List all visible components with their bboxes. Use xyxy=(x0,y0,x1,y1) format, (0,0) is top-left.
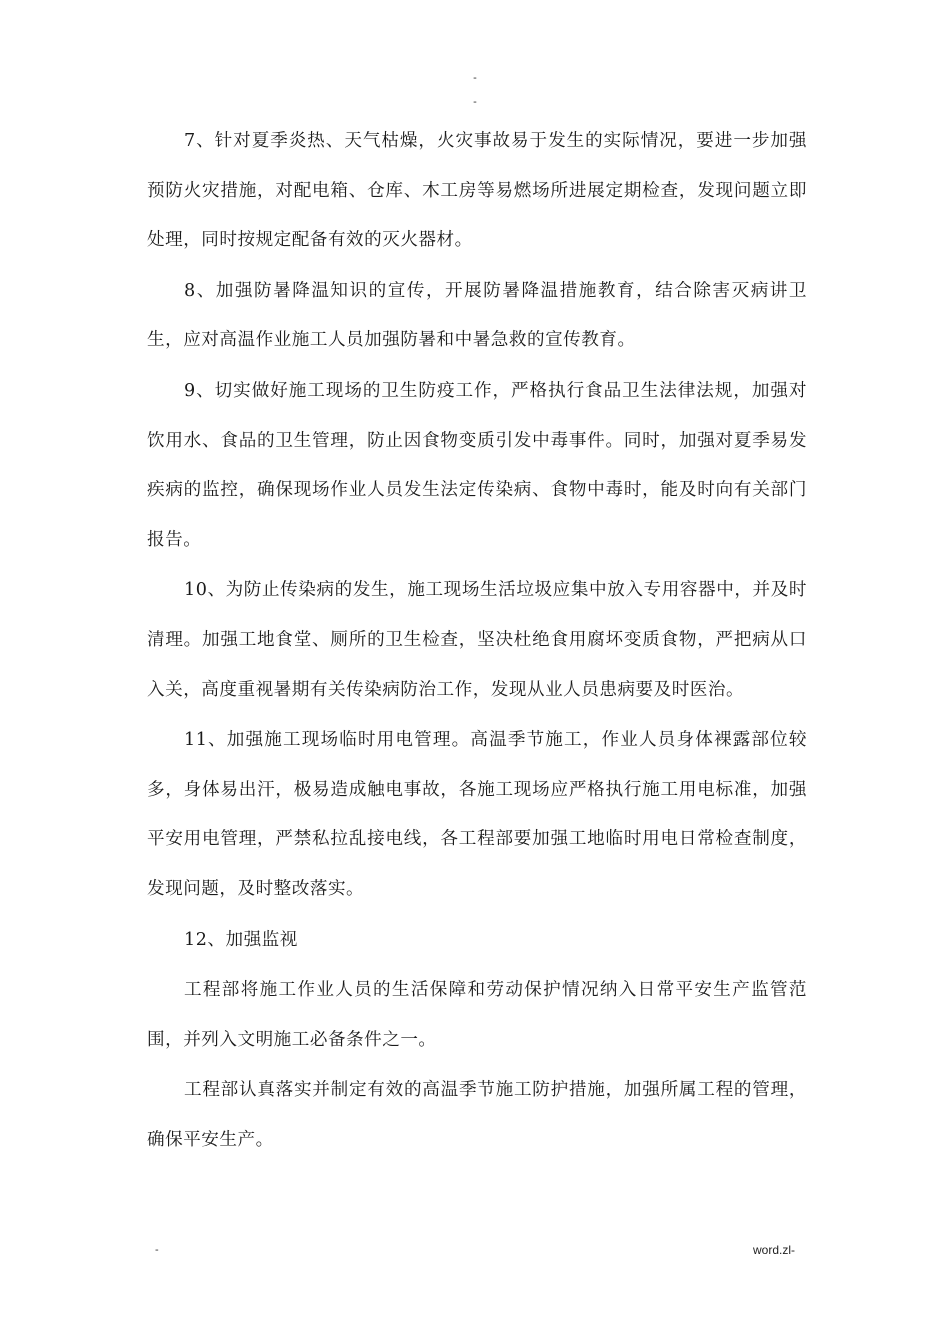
paragraph-11: 11、加强施工现场临时用电管理。高温季节施工，作业人员身体裸露部位较多，身体易出汗，极易造成触电事故，各施工现场应严格执行施工用电标准，加强平安用电管理，严禁私拉乱接电线，各工程部要加强工地临时用电日常检查制度，发现问题，及时整改落实。 xyxy=(147,730,807,899)
paragraph-7: 7、针对夏季炎热、天气枯燥，火灾事故易于发生的实际情况，要进一步加强预防火灾措施，对配电箱、仓库、木工房等易燃场所进展定期检查，发现问题立即处理，同时按规定配备有效的灭火器材。 xyxy=(147,131,807,251)
paragraph-12-body-1: 工程部将施工作业人员的生活保障和劳动保护情况纳入日常平安生产监管范围，并列入文明施工必备条件之一。 xyxy=(147,980,807,1050)
footer-mark-left: - xyxy=(155,1244,159,1256)
paragraph-12-body-2: 工程部认真落实并制定有效的高温季节施工防护措施，加强所属工程的管理，确保平安生产。 xyxy=(147,1080,807,1150)
document-body xyxy=(147,117,807,1166)
footer-source-label: word.zl- xyxy=(753,1243,796,1257)
paragraph-10: 10、为防止传染病的发生，施工现场生活垃圾应集中放入专用容器中，并及时清理。加强工地食堂、厕所的卫生检查，坚决杜绝食用腐坏变质食物，严把病从口入关，高度重视暑期有关传染病防治工作，发现从业人员患病要及时医治。 xyxy=(147,580,807,700)
paragraph-9: 9、切实做好施工现场的卫生防疫工作，严格执行食品卫生法律法规，加强对饮用水、食品的卫生管理，防止因食物变质引发中毒事件。同时，加强对夏季易发疾病的监控，确保现场作业人员发生法定传染病、食物中毒时，能及时向有关部门报告。 xyxy=(147,380,807,550)
paragraph-12-heading: 12、加强监视 xyxy=(184,929,298,950)
header-mark-top: - xyxy=(473,72,477,84)
paragraph-8: 8、加强防暑降温知识的宣传，开展防暑降温措施教育，结合除害灭病讲卫生，应对高温作业施工人员加强防暑和中暑急救的宣传教育。 xyxy=(147,280,807,351)
header-mark-bottom: - xyxy=(473,96,477,108)
